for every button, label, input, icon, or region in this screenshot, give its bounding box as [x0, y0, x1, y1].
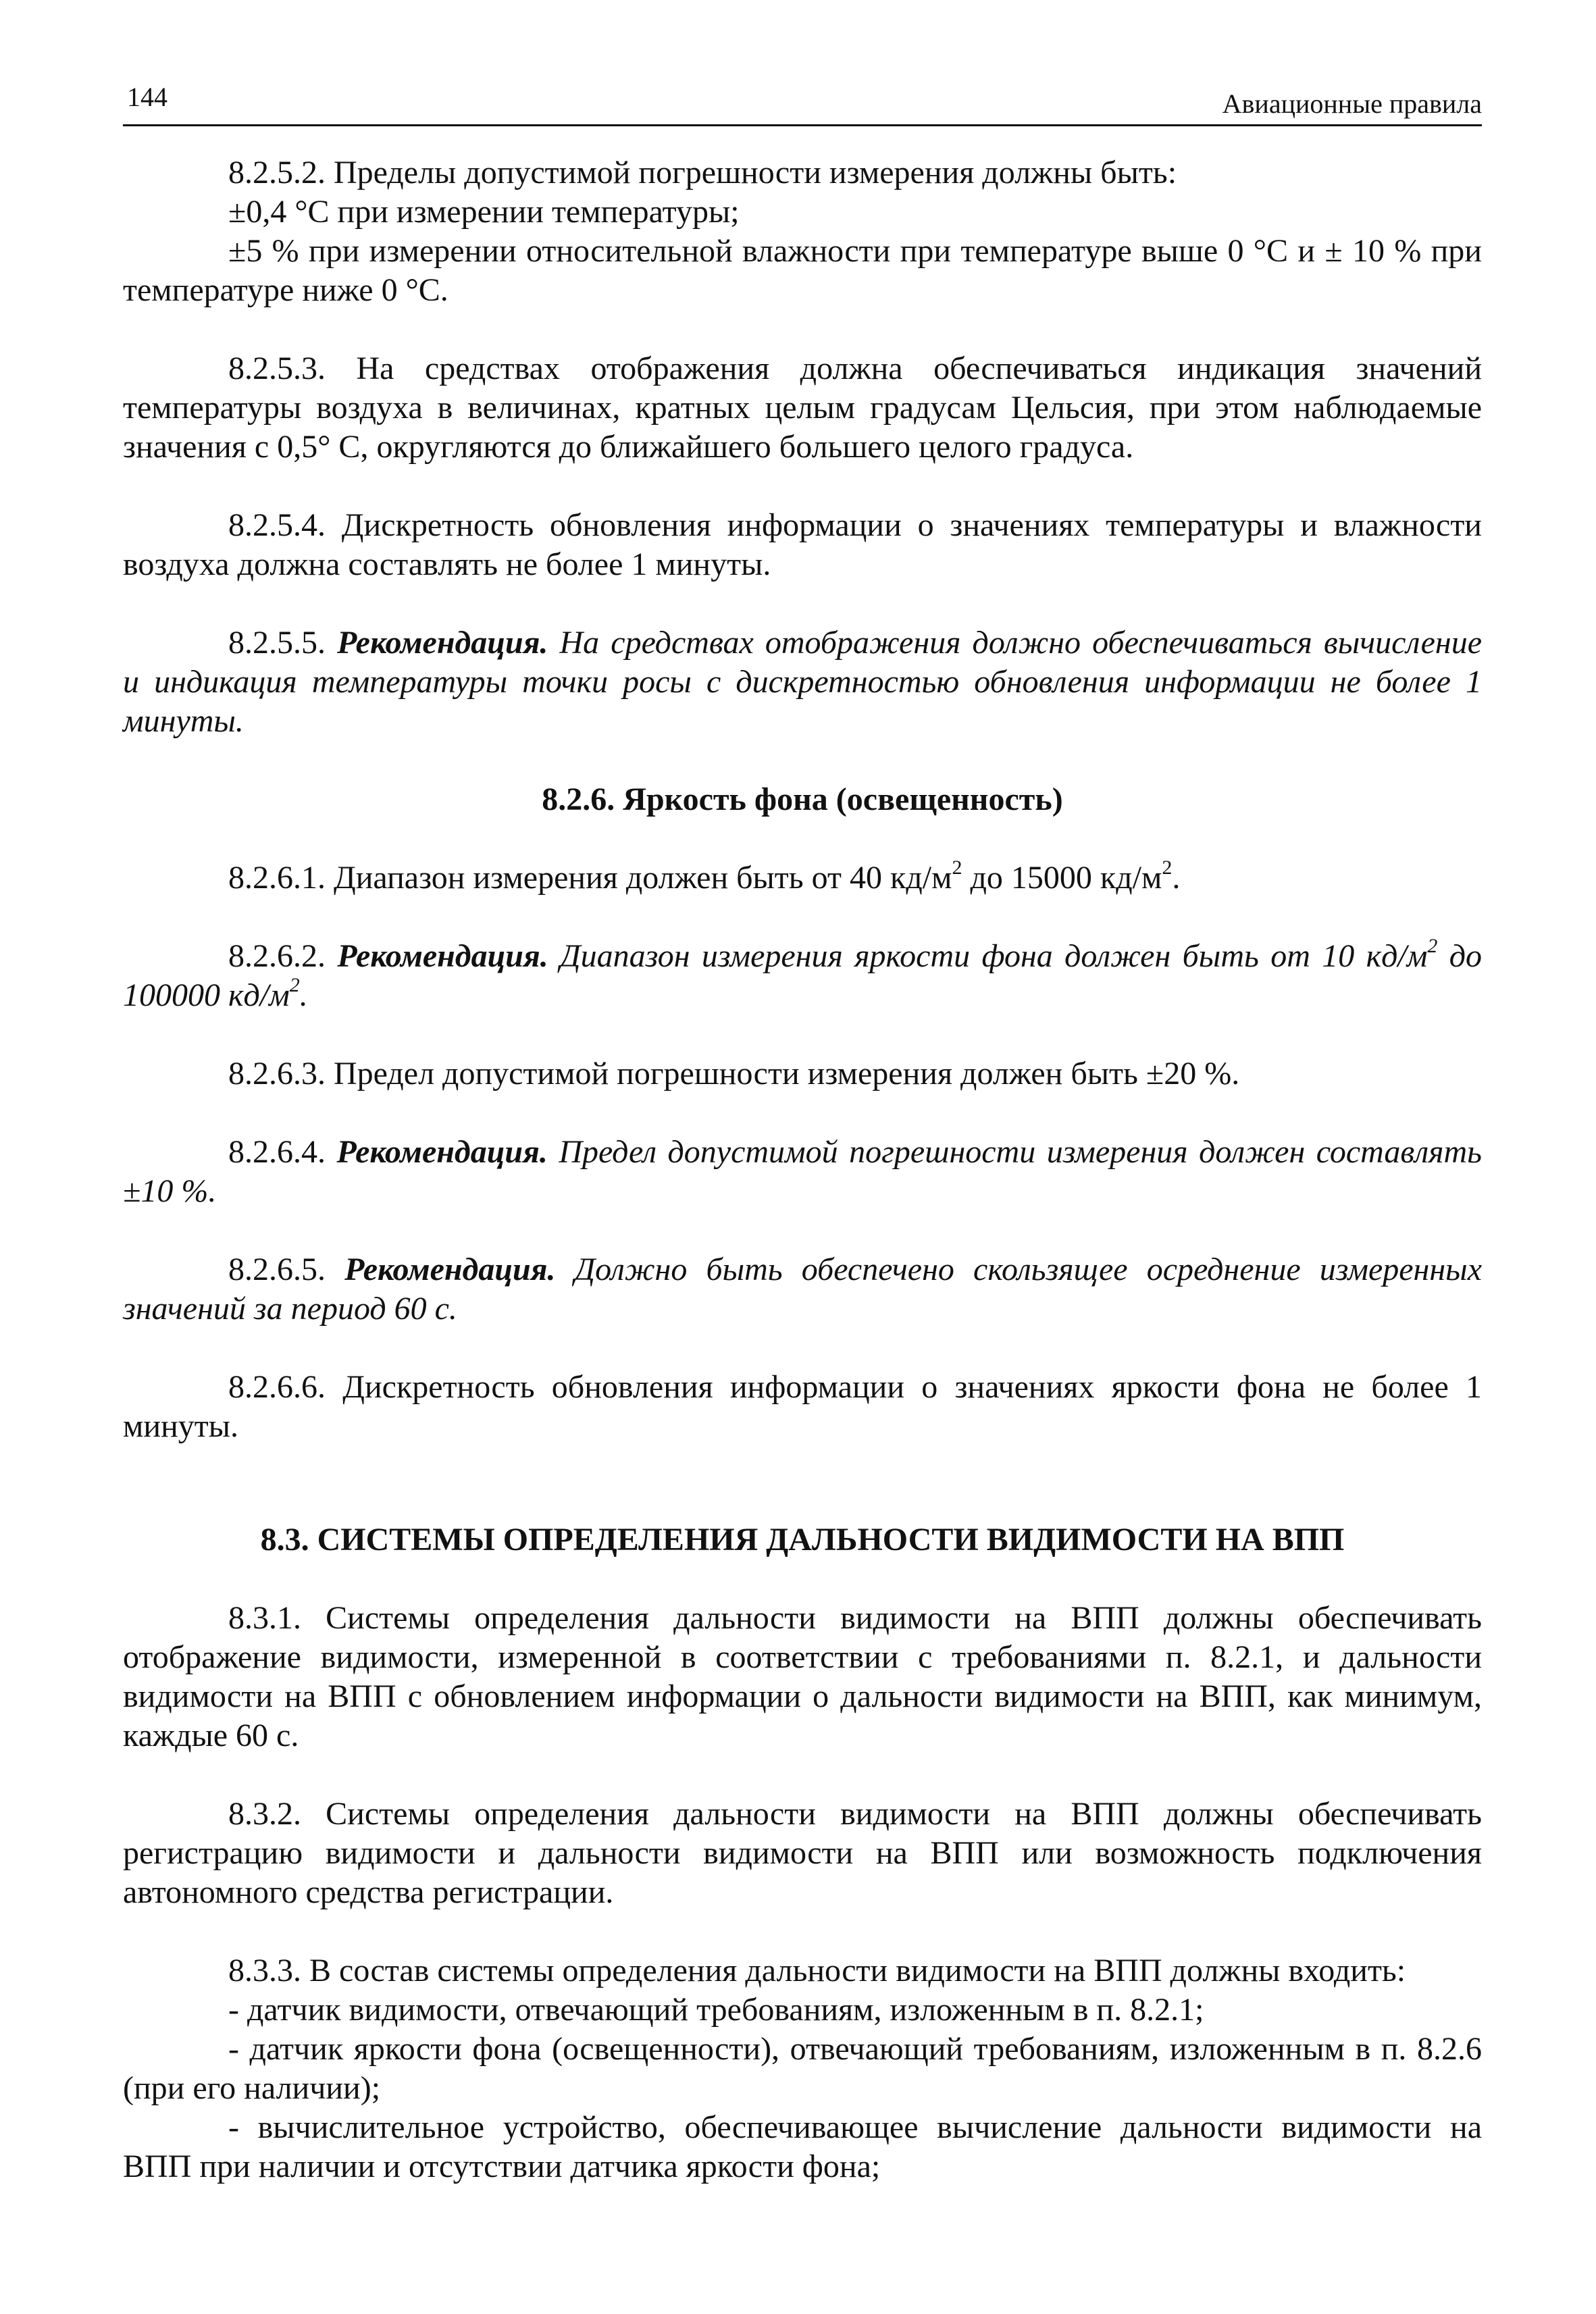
paragraph-8-3-3: 8.3.3. В состав системы определения дальности видимости на ВПП должны входить:	[228, 1953, 1406, 1988]
recommendation-label: Рекомендация.	[337, 625, 548, 661]
document-body	[123, 126, 1482, 2186]
recommendation-text: .	[299, 977, 308, 1013]
subsection-heading-8-2-6: 8.2.6. Яркость фона (освещенность)	[542, 781, 1063, 817]
page-number: 144	[127, 82, 168, 112]
paragraph-number: 8.2.6.2.	[228, 938, 338, 974]
recommendation-text: до 100000 кд/м	[123, 938, 1483, 1013]
superscript: 2	[1162, 856, 1173, 879]
recommendation-text: Должно быть обеспечено скользящее осреднение измеренных значений за период 60 с.	[123, 1252, 1482, 1327]
paragraph-number: 8.2.6.5.	[228, 1252, 345, 1287]
recommendation-label: Рекомендация.	[337, 938, 548, 974]
paragraph-8-2-5-2-temperature: ±0,4 °C при измерении температуры;	[228, 194, 740, 230]
paragraph-number: 8.2.6.4.	[228, 1134, 337, 1170]
paragraph-8-2-5-2: 8.2.5.2. Пределы допустимой погрешности измерения должны быть:	[228, 155, 1177, 190]
paragraph-text: .	[1172, 860, 1181, 896]
superscript: 2	[952, 856, 962, 879]
recommendation-text: На средствах отображения должно обеспечиваться вычисление и индикация температуры точки росы с дискретностью обновления информации не более 1 минуты.	[123, 625, 1482, 739]
paragraph-8-2-6-6: 8.2.6.6. Дискретность обновления информации о значениях яркости фона не более 1 минуты.	[123, 1369, 1482, 1444]
paragraph-8-2-5-2-humidity: ±5 % при измерении относительной влажности при температуре выше 0 °С и ± 10 % при температуре ниже 0 °С.	[123, 233, 1482, 308]
paragraph-8-2-5-5	[123, 623, 1482, 741]
paragraph-8-3-2: 8.3.2. Системы определения дальности видимости на ВПП должны обеспечивать регистрацию видимости и дальности видимости на ВПП или возможность подключения автономного средства регистрации.	[123, 1796, 1482, 1910]
list-item: - датчик видимости, отвечающий требованиям, изложенным в п. 8.2.1;	[228, 1992, 1204, 2028]
document-page	[123, 74, 1482, 2186]
section-heading-8-3: 8.3. СИСТЕМЫ ОПРЕДЕЛЕНИЯ ДАЛЬНОСТИ ВИДИМОСТИ НА ВПП	[260, 1522, 1345, 1558]
recommendation-text: Предел допустимой погрешности измерения должен составлять ±10 %.	[123, 1134, 1482, 1209]
paragraph-8-2-6-2	[123, 937, 1482, 1015]
paragraph-text: 8.2.6.1. Диапазон измерения должен быть от 40 кд/м	[228, 860, 952, 896]
recommendation-label: Рекомендация.	[344, 1252, 556, 1287]
superscript: 2	[1427, 935, 1438, 957]
paragraph-8-3-1: 8.3.1. Системы определения дальности видимости на ВПП должны обеспечивать отображение видимости, измеренной в соответствии с требованиями п. 8.2.1, и дальности видимости на ВПП с обновлением информации о дальности видимости на ВПП, как минимум, каждые 60 с.	[123, 1600, 1482, 1753]
paragraph-number: 8.2.5.5.	[228, 625, 338, 661]
list-item: - вычислительное устройство, обеспечивающее вычисление дальности видимости на ВПП при наличии и отсутствии датчика яркости фона;	[123, 2109, 1482, 2184]
superscript: 2	[289, 974, 300, 996]
recommendation-label: Рекомендация.	[336, 1134, 548, 1170]
running-title: Авиационные правила	[1222, 88, 1482, 119]
paragraph-text: до 15000 кд/м	[962, 860, 1162, 896]
paragraph-8-2-6-3: 8.2.6.3. Предел допустимой погрешности измерения должен быть ±20 %.	[228, 1056, 1240, 1091]
paragraph-8-2-5-4: 8.2.5.4. Дискретность обновления информации о значениях температуры и влажности воздуха должна составлять не более 1 минуты.	[123, 507, 1482, 582]
recommendation-text: Диапазон измерения яркости фона должен быть от 10 кд/м	[548, 938, 1428, 974]
paragraph-8-2-6-5	[123, 1250, 1482, 1329]
running-header	[123, 74, 1482, 126]
paragraph-8-2-6-1	[123, 858, 1482, 898]
list-item: - датчик яркости фона (освещенности), отвечающий требованиям, изложенным в п. 8.2.6 (при его наличии);	[123, 2031, 1482, 2106]
paragraph-8-2-6-4	[123, 1133, 1482, 1211]
paragraph-8-2-5-3: 8.2.5.3. На средствах отображения должна обеспечиваться индикация значений температуры воздуха в величинах, кратных целым градусам Цельсия, при этом наблюдаемые значения с 0,5° С, округляются до ближайшего большего целого градуса.	[123, 351, 1482, 465]
